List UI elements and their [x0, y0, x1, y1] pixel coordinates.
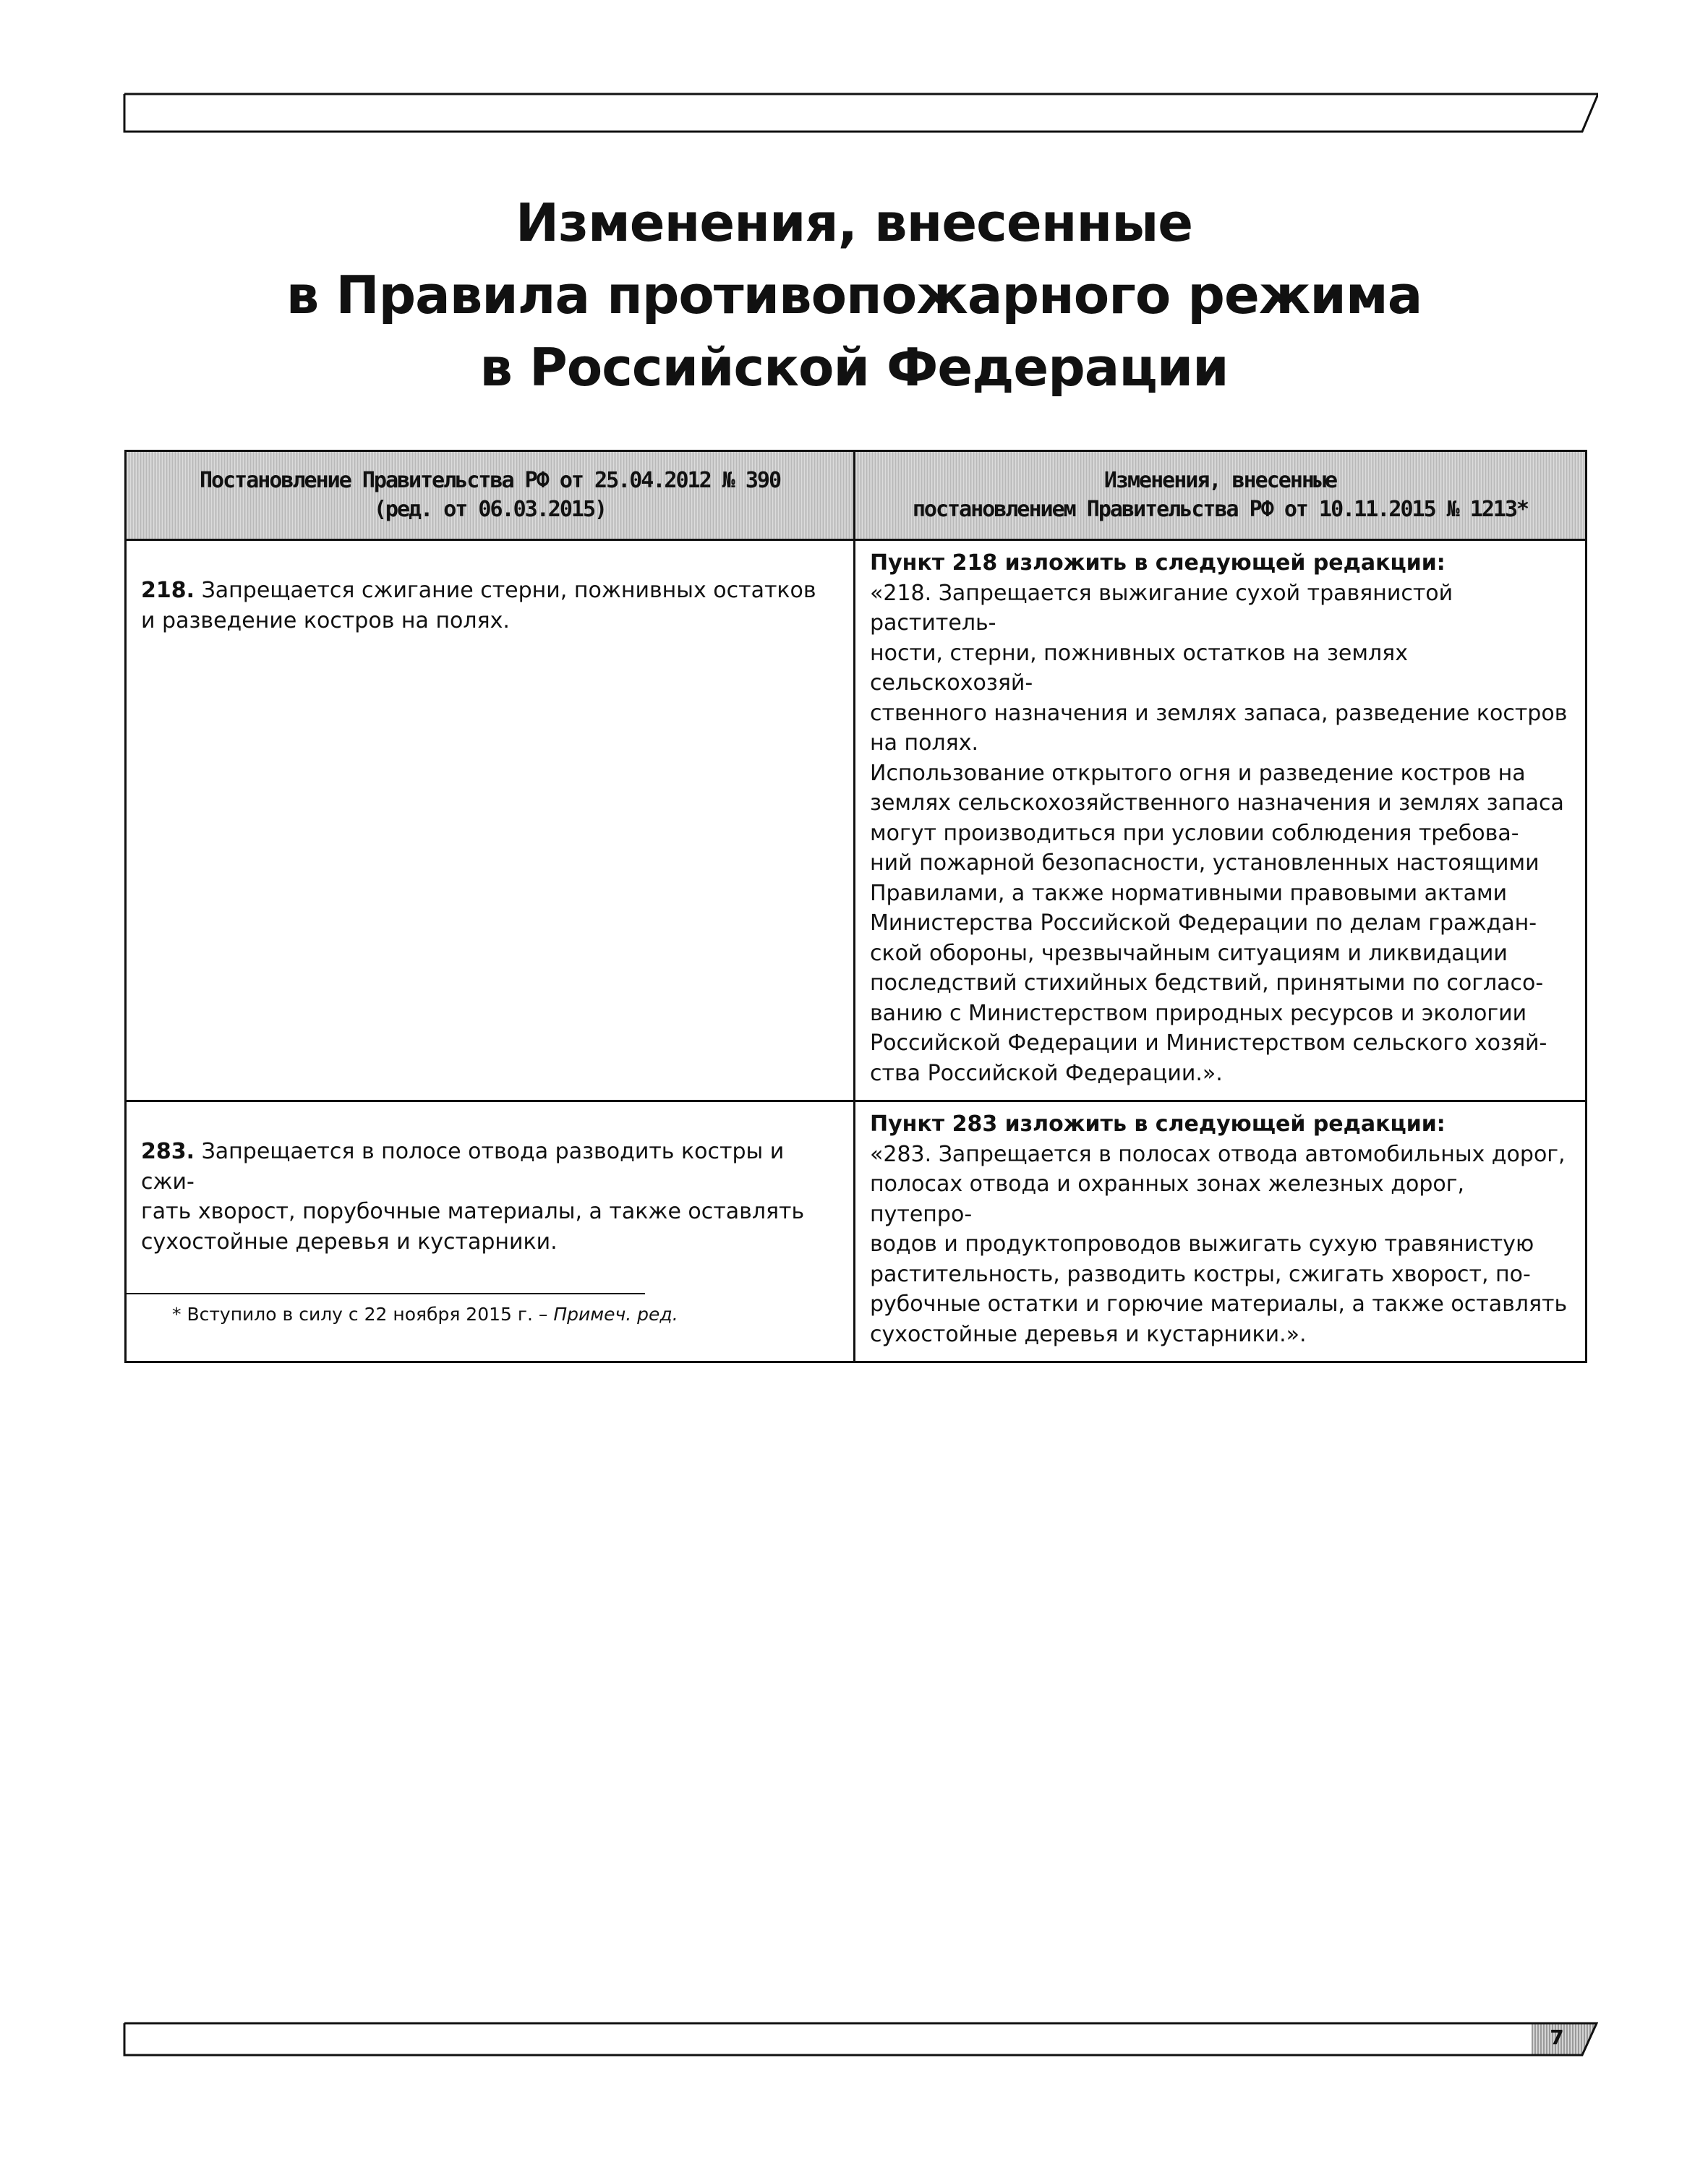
title-line-3: в Российской Федерации	[479, 337, 1229, 398]
row-1-old-text	[126, 540, 855, 1101]
header-left-line-2: (ред. от 06.03.2015)	[373, 497, 607, 522]
footnote-note: Примеч. ред.	[553, 1304, 678, 1325]
header-right-line-1: Изменения, внесенные	[1103, 468, 1337, 493]
row-2-old-line-1: Запрещается в полосе отвода разводить костры и сжи-	[141, 1139, 785, 1195]
row-1-new-line: последствий стихийных бедствий, принятыми по согласо-	[870, 970, 1544, 996]
row-2-new-line: рубочные остатки и горючие материалы, а также оставлять	[870, 1291, 1568, 1317]
footnote-text: * Вступило в силу с 22 ноября 2015 г. –	[172, 1304, 554, 1325]
row-2-old-line-2: гать хворост, порубочные материалы, а также оставлять	[141, 1199, 805, 1224]
row-2-old-line	[141, 1137, 839, 1197]
row-2-old-line-3: сухостойные деревья и кустарники.	[141, 1229, 558, 1255]
row-2-new-line: водов и продуктопроводов выжигать сухую травянистую	[870, 1231, 1534, 1257]
row-2-new-heading: Пункт 283 изложить в следующей редакции:	[870, 1111, 1446, 1137]
header-right	[855, 451, 1587, 540]
row-1-new-line: могут производиться при условии соблюдения требова-	[870, 820, 1519, 846]
row-1-new-line: «218. Запрещается выжигание сухой травянистой раститель-	[870, 580, 1453, 636]
row-1-new-line: ванию с Министерством природных ресурсов и экологии	[870, 1000, 1527, 1026]
title-line-2: в Правила противопожарного режима	[286, 265, 1422, 325]
row-1-old-line-2: и разведение костров на полях.	[141, 607, 510, 633]
comparison-table	[124, 450, 1587, 1363]
row-1-new-line: ства Российской Федерации.».	[870, 1060, 1223, 1086]
row-1-new-line: ственного назначения и землях запаса, разведение костров	[870, 700, 1568, 726]
row-2-number: 283.	[141, 1139, 195, 1164]
row-1-new-line: ности, стерни, пожнивных остатков на землях сельскохозяй-	[870, 640, 1408, 696]
row-2-new-line: растительность, разводить костры, сжигать хворост, по-	[870, 1261, 1531, 1287]
row-1-old-line	[141, 576, 839, 606]
row-1-new-line: Министерства Российской Федерации по делам граждан-	[870, 910, 1537, 936]
row-1-old-line-1: Запрещается сжигание стерни, пожнивных остатков	[195, 578, 816, 603]
row-1-new-line: землях сельскохозяйственного назначения и землях запаса	[870, 790, 1564, 816]
row-1-new-line: Российской Федерации и Министерством сельского хозяй-	[870, 1030, 1547, 1056]
row-1-new-line: Правилами, а также нормативными правовыми актами	[870, 880, 1508, 906]
table-row	[126, 540, 1587, 1101]
footnote	[172, 1302, 678, 1328]
title-line-1: Изменения, внесенные	[515, 192, 1193, 253]
row-1-new-line: на полях.	[870, 730, 979, 756]
row-1-new-heading: Пункт 218 изложить в следующей редакции:	[870, 550, 1446, 576]
table-header-row	[126, 451, 1587, 540]
header-right-line-2: постановлением Правительства РФ от 10.11.2015 № 1213*	[912, 497, 1529, 522]
row-1-new-text	[855, 540, 1587, 1101]
row-2-new-line: сухостойные деревья и кустарники.».	[870, 1321, 1307, 1347]
row-1-new-line: Использование открытого огня и разведение костров на	[870, 760, 1526, 786]
page-number: 7	[1550, 2025, 1564, 2049]
header-left-line-1: Постановление Правительства РФ от 25.04.2012 № 390	[199, 468, 781, 493]
row-2-new-line: полосах отвода и охранных зонах железных дорог, путепро-	[870, 1171, 1465, 1227]
row-1-new-line: ний пожарной безопасности, установленных настоящими	[870, 850, 1540, 876]
row-2-new-line: «283. Запрещается в полосах отвода автомобильных дорог,	[870, 1141, 1566, 1167]
row-1-number: 218.	[141, 578, 195, 603]
top-frame-bar	[123, 93, 1598, 139]
row-1-new-line: ской обороны, чрезвычайным ситуациям и ликвидации	[870, 940, 1508, 966]
row-2-new-text	[855, 1101, 1587, 1362]
header-left	[126, 451, 855, 540]
bottom-frame-bar	[123, 2022, 1598, 2058]
footnote-rule	[124, 1293, 645, 1294]
page-title	[0, 187, 1708, 403]
